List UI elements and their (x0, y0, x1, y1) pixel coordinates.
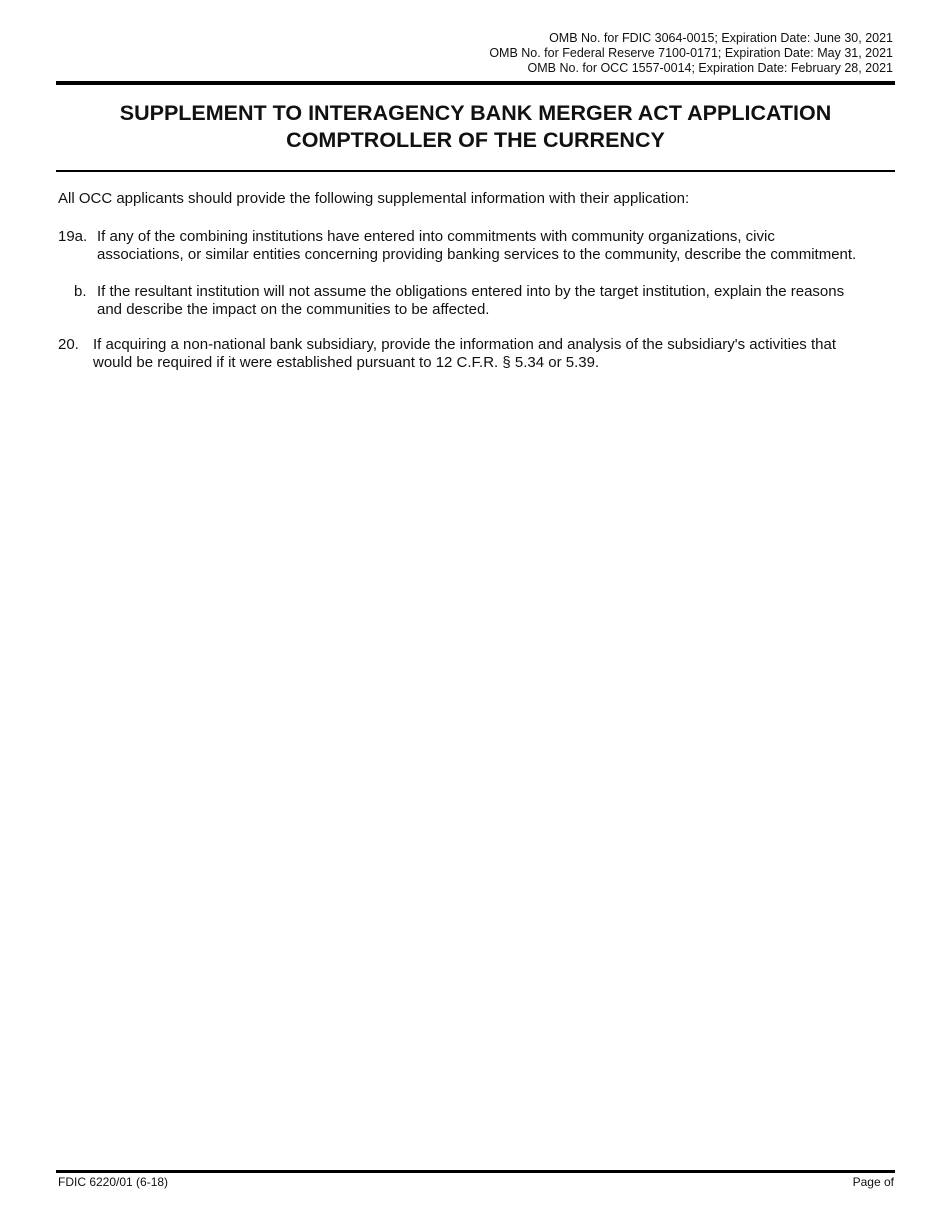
question-text-line: If acquiring a non-national bank subsidiary, provide the information and analysis of the subsidiary's activities that (93, 336, 836, 353)
question-text-line: and describe the impact on the communities to be affected. (97, 301, 490, 318)
question-text (97, 228, 897, 264)
form-id: FDIC 6220/01 (6-18) (58, 1175, 169, 1189)
top-divider (56, 81, 895, 85)
question-20 (58, 336, 898, 376)
title-line-2: COMPTROLLER OF THE CURRENCY (286, 128, 665, 152)
omb-line-occ: OMB No. for OCC 1557-0014; Expiration Date: February 28, 2021 (527, 61, 893, 75)
intro-text: All OCC applicants should provide the following supplemental information with their application: (58, 190, 690, 207)
footer-divider (56, 1170, 895, 1173)
question-number: b. (74, 283, 87, 300)
question-text-line: would be required if it were established pursuant to 12 C.F.R. § 5.34 or 5.39. (93, 354, 600, 371)
omb-line-fdic: OMB No. for FDIC 3064-0015; Expiration Date: June 30, 2021 (549, 31, 893, 45)
question-text (97, 283, 897, 319)
question-number: 20. (58, 336, 79, 353)
question-text-line: If the resultant institution will not assume the obligations entered into by the target institution, explain the reasons (97, 283, 845, 300)
omb-line-federal-reserve: OMB No. for Federal Reserve 7100-0171; Expiration Date: May 31, 2021 (489, 46, 893, 60)
page-number: Page of (852, 1175, 894, 1189)
question-text-line: associations, or similar entities concerning providing banking services to the community, describe the commitment. (97, 246, 857, 263)
question-text (93, 336, 898, 372)
question-19b (58, 283, 898, 323)
title-divider (56, 170, 895, 172)
question-text-line: If any of the combining institutions have entered into commitments with community organizations, civic (97, 228, 775, 245)
title-line-1: SUPPLEMENT TO INTERAGENCY BANK MERGER ACT APPLICATION (119, 101, 832, 125)
question-19a (58, 228, 898, 268)
question-number: 19a. (58, 228, 88, 245)
page-title (56, 100, 895, 154)
omb-header (489, 31, 893, 76)
